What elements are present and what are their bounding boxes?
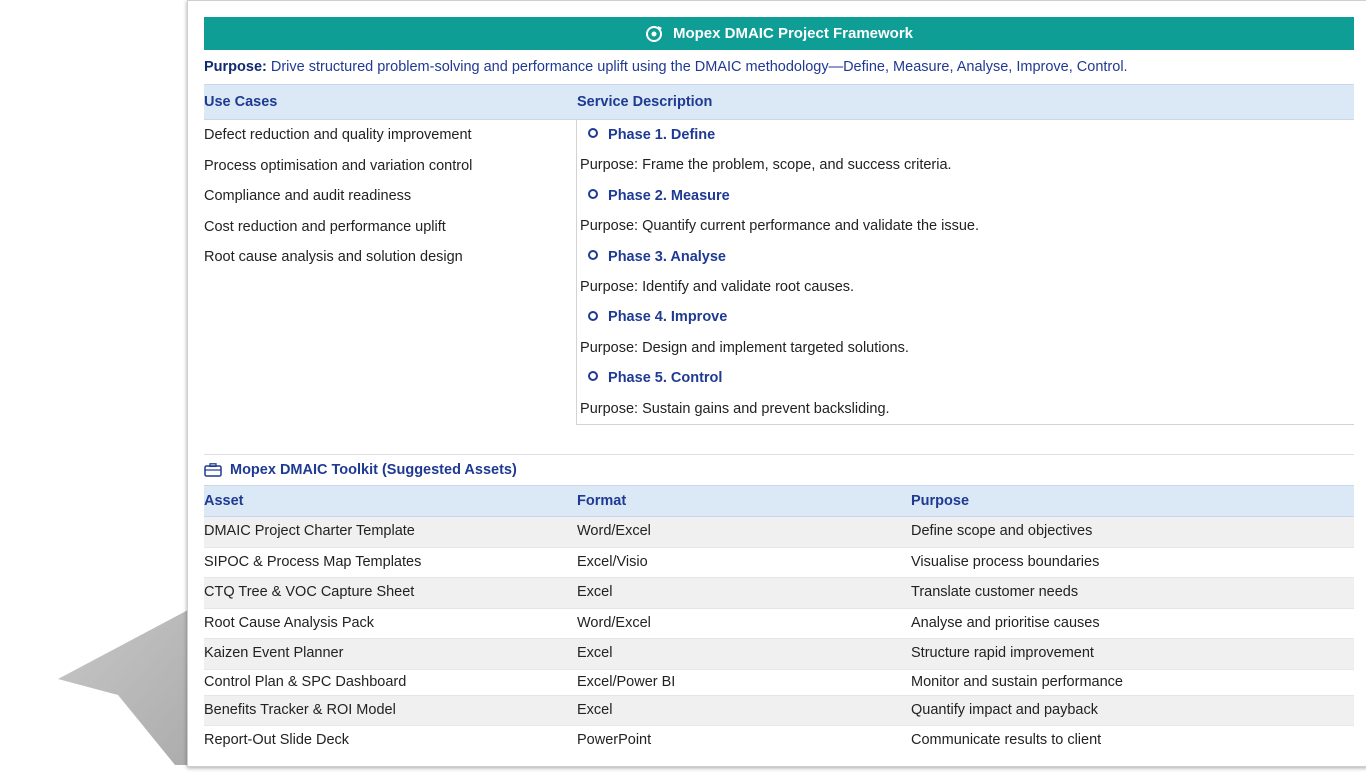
refresh-cycle-icon	[645, 25, 663, 43]
phase-title: Phase 1. Define	[580, 120, 1354, 150]
use-cases-header: Use Cases	[204, 94, 278, 110]
purpose-header: Purpose	[911, 492, 970, 509]
use-case-item: Compliance and audit readiness	[204, 188, 412, 204]
toolkit-header-row	[204, 485, 1354, 517]
table-row: DMAIC Project Charter Template Word/Excel Define scope and objectives	[204, 517, 1354, 548]
bullet-icon	[588, 128, 598, 138]
format-header: Format	[577, 492, 627, 509]
phase-purpose: Purpose: Quantify current performance and validate the issue.	[580, 218, 980, 235]
framework-title-bar	[204, 17, 1354, 50]
bullet-icon	[588, 250, 598, 260]
service-description	[576, 120, 1354, 425]
purpose-line	[204, 50, 1354, 84]
use-case-item: Process optimisation and variation control	[204, 157, 473, 174]
table-row: CTQ Tree & VOC Capture Sheet Excel Translate customer needs	[204, 578, 1354, 609]
phase-purpose: Purpose: Frame the problem, scope, and success criteria.	[580, 157, 952, 174]
table-row: Kaizen Event Planner Excel Structure rapid improvement	[204, 639, 1354, 670]
table-row: Benefits Tracker & ROI Model Excel Quantify impact and payback	[204, 696, 1354, 727]
briefcase-icon	[204, 463, 222, 477]
use-case-item: Defect reduction and quality improvement	[204, 127, 472, 143]
toolkit-heading	[204, 455, 1354, 485]
phase-purpose: Purpose: Sustain gains and prevent backsliding.	[580, 400, 890, 417]
phase-purpose: Purpose: Design and implement targeted solutions.	[580, 339, 909, 356]
phase-title: Phase 2. Measure	[580, 181, 1354, 211]
bullet-icon	[588, 371, 598, 381]
table-row: Report-Out Slide Deck PowerPoint Communicate results to client	[204, 732, 1102, 749]
phase-title: Phase 4. Improve	[580, 302, 1354, 332]
framework-header-row	[204, 84, 1354, 120]
use-cases-list	[204, 120, 576, 425]
use-case-item: Root cause analysis and solution design	[204, 249, 463, 265]
section-divider	[204, 425, 1354, 455]
framework-body	[204, 120, 1354, 425]
use-case-item: Cost reduction and performance uplift	[204, 218, 446, 235]
framework-title: Mopex DMAIC Project Framework	[672, 25, 914, 42]
table-row: Root Cause Analysis Pack Word/Excel Analyse and prioritise causes	[204, 609, 1354, 640]
toolkit-title: Mopex DMAIC Toolkit (Suggested Assets)	[230, 461, 517, 478]
asset-header: Asset	[204, 492, 244, 509]
phase-title: Phase 5. Control	[580, 363, 1354, 393]
document-page	[187, 0, 1366, 767]
table-row: SIPOC & Process Map Templates Excel/Visio Visualise process boundaries	[204, 548, 1354, 579]
service-description-header: Service Description	[577, 94, 713, 110]
table-row: Control Plan & SPC Dashboard Excel/Power BI Monitor and sustain performance	[204, 670, 1354, 696]
purpose-label: Purpose:	[204, 59, 267, 75]
bullet-icon	[588, 311, 598, 321]
bullet-icon	[588, 189, 598, 199]
purpose-text: Drive structured problem-solving and performance uplift using the DMAIC methodology—Define, Measure, Analyse, Improve, Control.	[266, 59, 1128, 75]
phase-title: Phase 3. Analyse	[580, 242, 1354, 272]
phase-purpose: Purpose: Identify and validate root causes.	[580, 278, 855, 295]
